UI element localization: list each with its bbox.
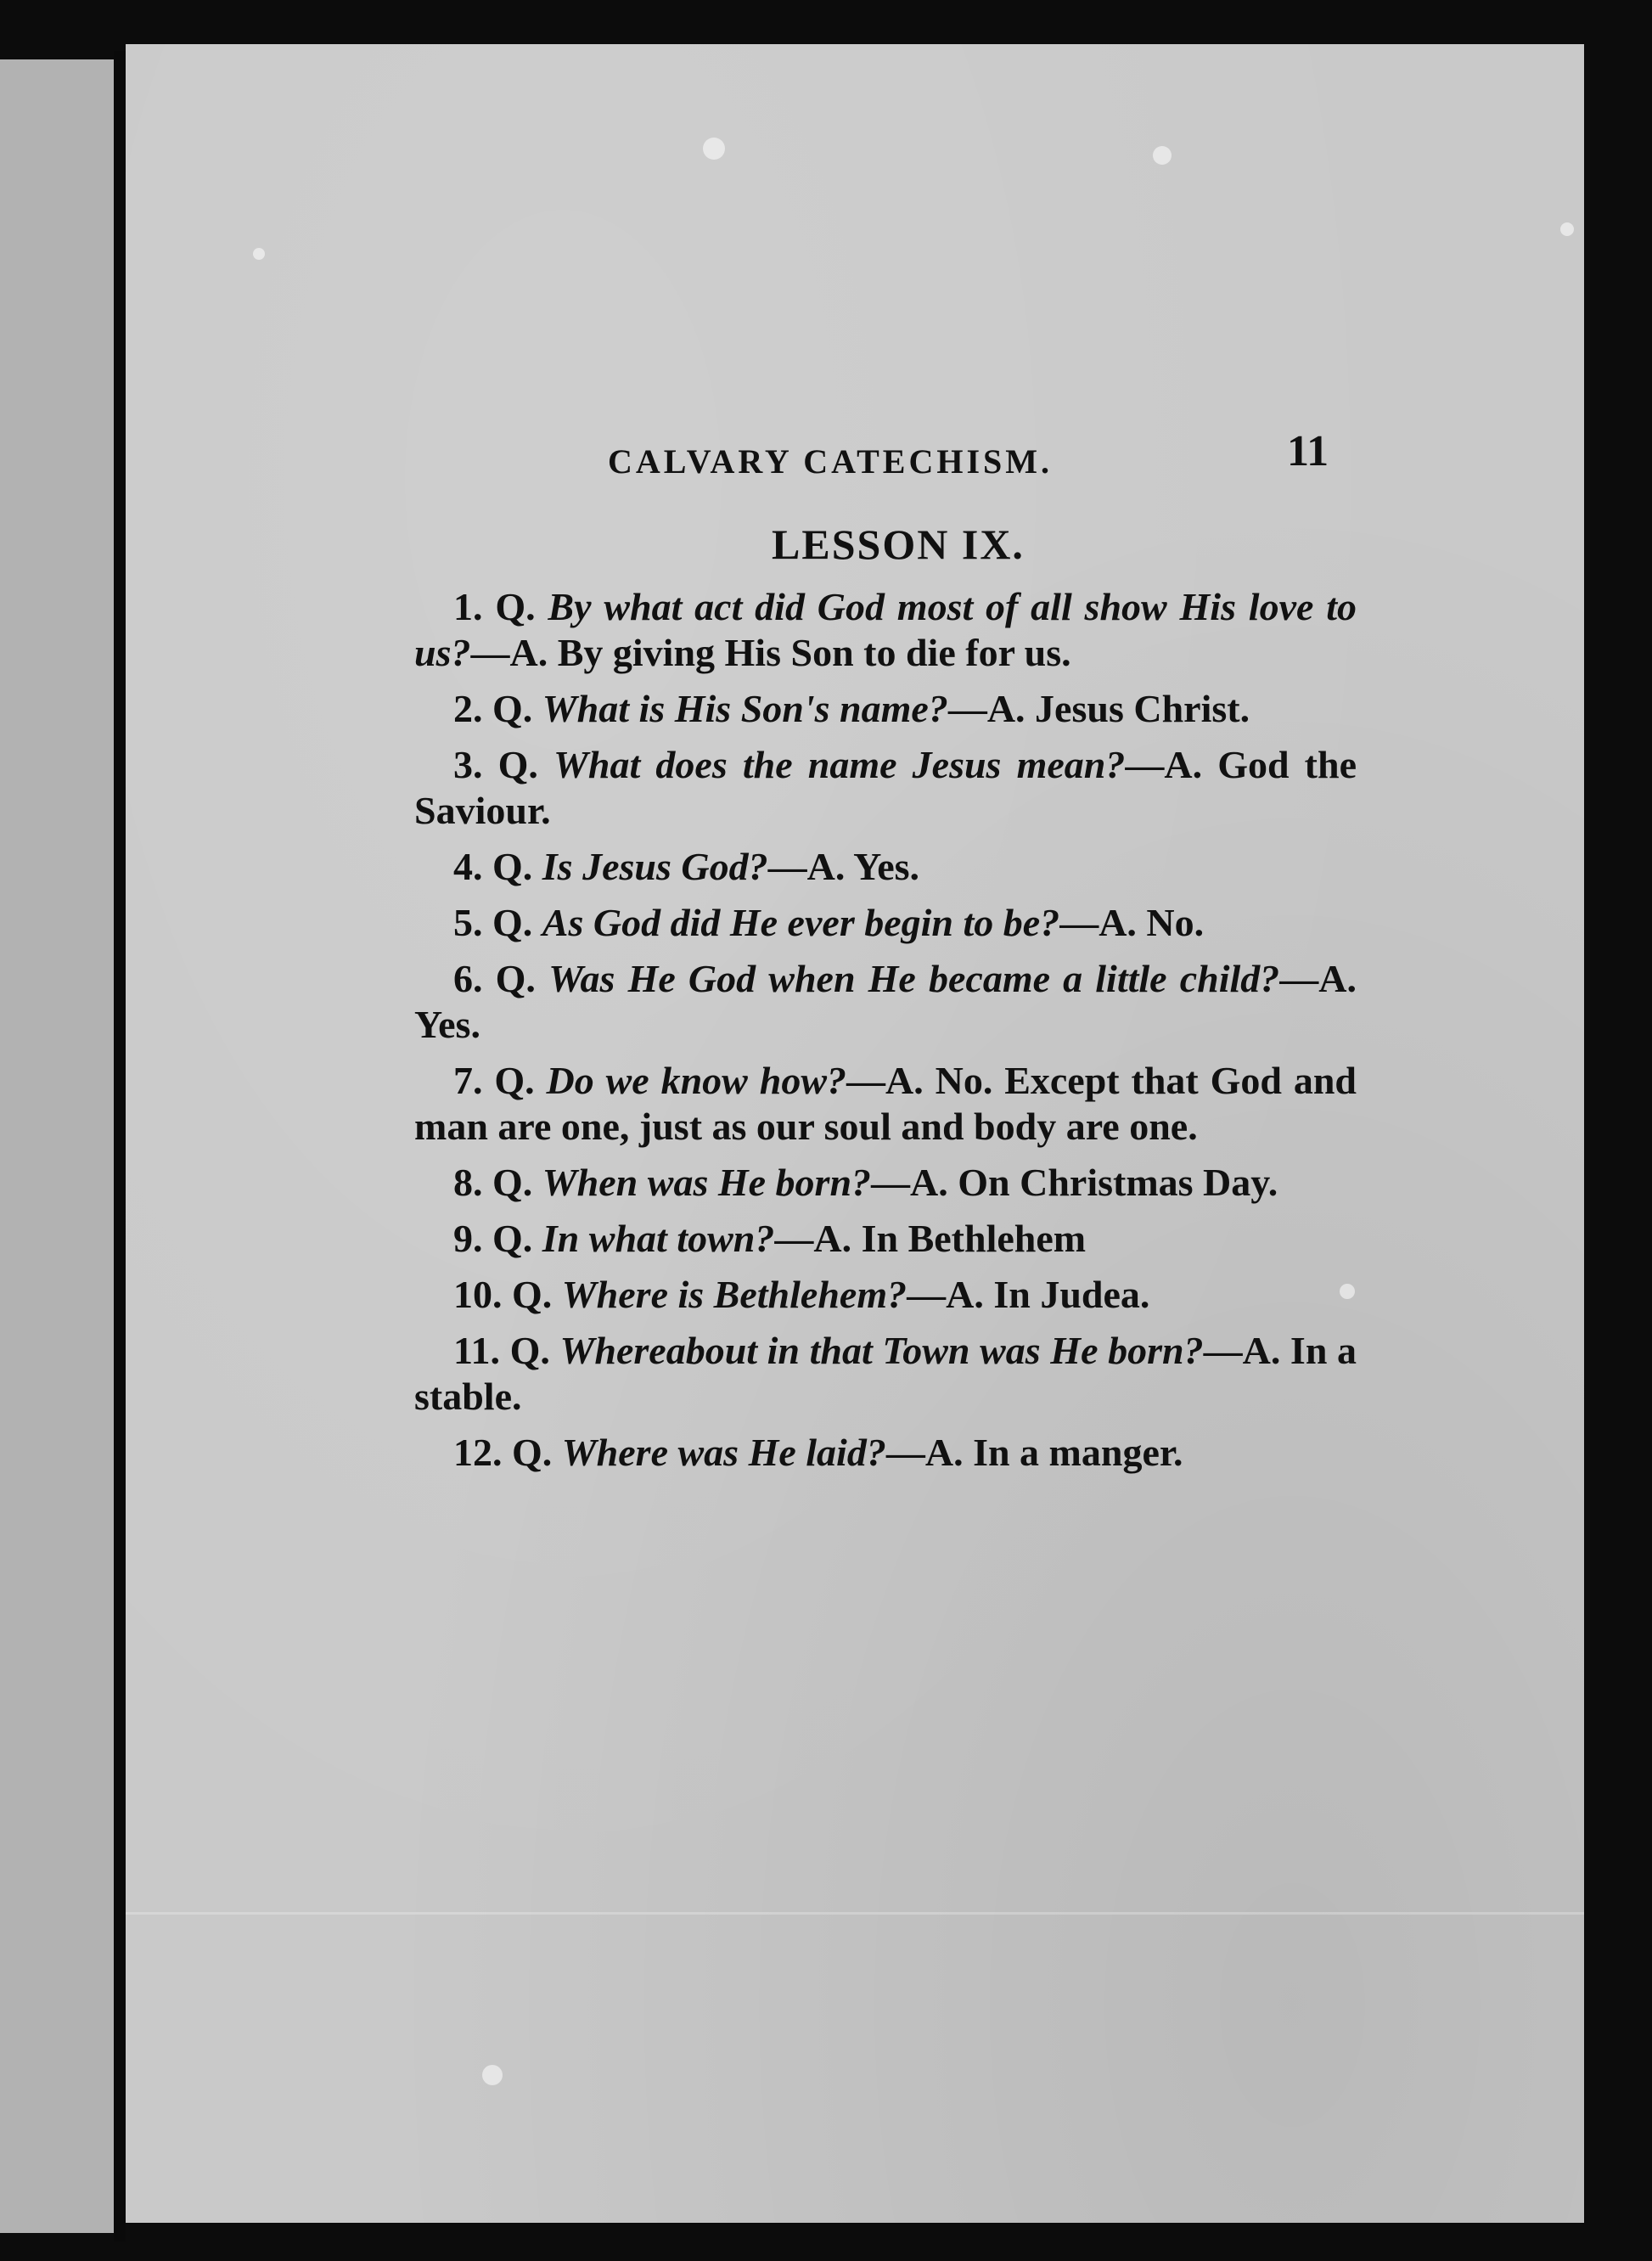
qa-item	[414, 956, 1357, 1048]
answer-text: —A. No. Except that God and man are one, just as our soul and body are one.	[414, 1059, 1357, 1148]
qa-number: 1.	[453, 585, 483, 628]
left-page-edge	[0, 59, 114, 2233]
question-label: Q.	[492, 1217, 533, 1260]
question-text: When was He born?	[542, 1161, 872, 1204]
qa-item	[414, 1216, 1357, 1262]
page-crease	[126, 1912, 1584, 1915]
book-spine	[114, 51, 126, 2241]
book-page	[126, 44, 1584, 2223]
paper-speck	[1153, 146, 1172, 165]
question-text: Is Jesus God?	[542, 845, 768, 888]
qa-item	[414, 1430, 1357, 1476]
paper-speck	[253, 248, 265, 260]
question-text: In what town?	[542, 1217, 775, 1260]
answer-text: —A. In a stable.	[414, 1329, 1357, 1418]
question-text: Whereabout in that Town was He born?	[559, 1329, 1204, 1372]
qa-item	[414, 742, 1357, 834]
qa-number: 7.	[453, 1059, 483, 1102]
qa-item	[414, 844, 1357, 890]
answer-text: —A. In a manger.	[885, 1431, 1183, 1474]
answer-text: —A. On Christmas Day.	[871, 1161, 1278, 1204]
answer-text: —A. No.	[1059, 901, 1205, 944]
question-label: Q.	[497, 743, 538, 786]
paper-speck	[703, 138, 725, 160]
answer-text: —A. Yes.	[414, 957, 1357, 1046]
lesson-title: LESSON IX.	[772, 520, 1025, 568]
question-text: Where was He laid?	[561, 1431, 886, 1474]
answer-text: —A. In Bethlehem	[774, 1217, 1087, 1260]
question-text: Where is Bethlehem?	[561, 1273, 907, 1316]
question-label: Q.	[495, 585, 536, 628]
running-head	[414, 374, 1357, 481]
qa-number: 4.	[453, 845, 483, 888]
question-label: Q.	[512, 1273, 553, 1316]
running-title: CALVARY CATECHISM.	[608, 442, 1054, 481]
question-label: Q.	[509, 1329, 550, 1372]
qa-number: 3.	[453, 743, 483, 786]
qa-number: 9.	[453, 1217, 483, 1260]
page-number: 11	[1287, 427, 1329, 475]
qa-item	[414, 1160, 1357, 1206]
answer-text: —A. Jesus Christ.	[947, 687, 1250, 730]
answer-text: —A. By giving His Son to die for us.	[470, 631, 1071, 674]
question-label: Q.	[492, 687, 533, 730]
answer-text: —A. In Judea.	[907, 1273, 1150, 1316]
qa-item	[414, 584, 1357, 676]
question-text: What is His Son's name?	[542, 687, 948, 730]
qa-item	[414, 900, 1357, 946]
question-label: Q.	[492, 845, 533, 888]
question-label: Q.	[494, 1059, 535, 1102]
qa-number: 10.	[453, 1273, 503, 1316]
question-label: Q.	[512, 1431, 553, 1474]
qa-number: 5.	[453, 901, 483, 944]
question-label: Q.	[492, 1161, 533, 1204]
qa-list	[414, 584, 1357, 1476]
qa-item	[414, 1058, 1357, 1150]
qa-number: 11.	[453, 1329, 500, 1372]
qa-item	[414, 1272, 1357, 1318]
qa-item	[414, 686, 1357, 732]
question-label: Q.	[492, 901, 533, 944]
qa-number: 12.	[453, 1431, 503, 1474]
qa-number: 2.	[453, 687, 483, 730]
question-text: Was He God when He became a little child?	[548, 957, 1280, 1000]
paper-speck	[1560, 222, 1574, 236]
qa-number: 6.	[453, 957, 483, 1000]
question-label: Q.	[495, 957, 536, 1000]
question-text: What does the name Jesus mean?	[553, 743, 1126, 786]
paper-speck	[482, 2065, 503, 2085]
text-block	[414, 374, 1357, 1486]
question-text: As God did He ever begin to be?	[542, 901, 1060, 944]
question-text: By what act did God most of all show His love to us?	[414, 585, 1357, 674]
answer-text: —A. Yes.	[767, 845, 920, 888]
answer-text: —A. God the Saviour.	[414, 743, 1357, 832]
qa-number: 8.	[453, 1161, 483, 1204]
question-text: Do we know how?	[546, 1059, 847, 1102]
qa-item	[414, 1328, 1357, 1420]
